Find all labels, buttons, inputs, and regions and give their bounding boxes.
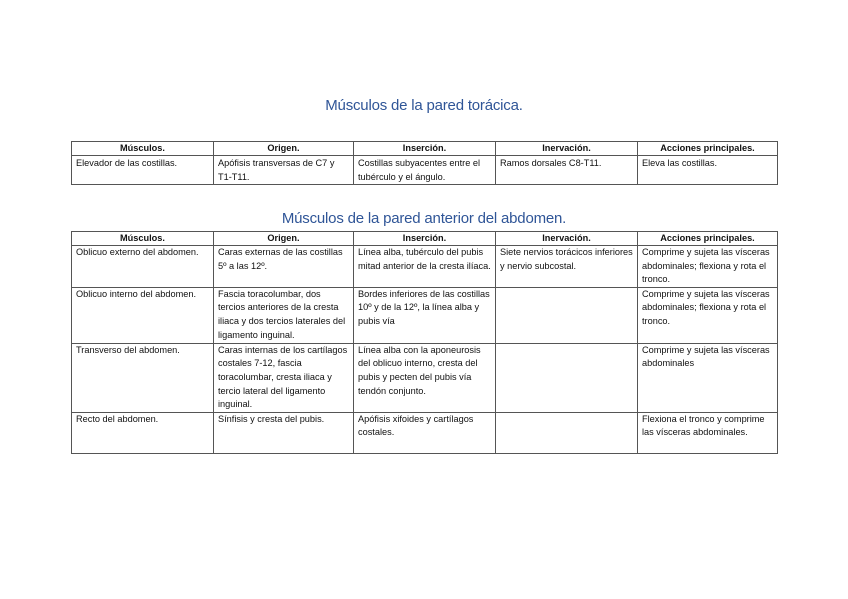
header-innervation: Inervación. xyxy=(496,142,638,156)
header-muscles: Músculos. xyxy=(72,232,214,246)
cell-innervation: Ramos dorsales C8-T11. xyxy=(496,156,638,185)
table-header-row xyxy=(72,142,778,156)
anterior-abdominal-wall-table xyxy=(71,231,778,454)
table-row xyxy=(72,156,778,185)
cell-innervation xyxy=(496,287,638,343)
cell-insertion: Costillas subyacentes entre el tubérculo y el ángulo. xyxy=(354,156,496,185)
table1-title: Músculos de la pared torácica. xyxy=(325,97,523,114)
cell-innervation xyxy=(496,343,638,412)
cell-actions: Comprime y sujeta las vísceras abdominales; flexiona y rota el tronco. xyxy=(638,287,778,343)
header-muscles: Músculos. xyxy=(72,142,214,156)
cell-insertion: Línea alba, tubérculo del pubis mitad anterior de la cresta ilíaca. xyxy=(354,246,496,288)
table-row xyxy=(72,287,778,343)
cell-actions: Eleva las costillas. xyxy=(638,156,778,185)
header-innervation: Inervación. xyxy=(496,232,638,246)
table-row xyxy=(72,343,778,412)
cell-origin: Fascia toracolumbar, dos tercios anteriores de la cresta iliaca y dos tercios laterales del ligamento inguinal. xyxy=(214,287,354,343)
table-row xyxy=(72,246,778,288)
cell-muscle: Oblicuo externo del abdomen. xyxy=(72,246,214,288)
cell-muscle: Elevador de las costillas. xyxy=(72,156,214,185)
cell-muscle: Transverso del abdomen. xyxy=(72,343,214,412)
header-insertion: Inserción. xyxy=(354,232,496,246)
cell-innervation xyxy=(496,412,638,453)
header-actions: Acciones principales. xyxy=(638,142,778,156)
cell-insertion: Apófisis xifoides y cartílagos costales. xyxy=(354,412,496,453)
cell-origin: Caras internas de los cartílagos costales 7-12, fascia toracolumbar, cresta iliaca y tercio lateral del ligamento inguinal. xyxy=(214,343,354,412)
cell-origin: Sínfisis y cresta del pubis. xyxy=(214,412,354,453)
header-insertion: Inserción. xyxy=(354,142,496,156)
cell-origin: Caras externas de las costillas 5º a las 12º. xyxy=(214,246,354,288)
cell-muscle: Oblicuo interno del abdomen. xyxy=(72,287,214,343)
cell-actions: Comprime y sujeta las vísceras abdominales xyxy=(638,343,778,412)
table-row xyxy=(72,412,778,453)
thoracic-wall-table xyxy=(71,141,778,185)
table2-title: Músculos de la pared anterior del abdomen. xyxy=(281,210,567,227)
header-actions: Acciones principales. xyxy=(638,232,778,246)
cell-innervation: Siete nervios torácicos inferiores y nervio subcostal. xyxy=(496,246,638,288)
header-origin: Origen. xyxy=(214,232,354,246)
cell-actions: Comprime y sujeta las vísceras abdominales; flexiona y rota el tronco. xyxy=(638,246,778,288)
header-origin: Origen. xyxy=(214,142,354,156)
table-header-row xyxy=(72,232,778,246)
cell-origin: Apófisis transversas de C7 y T1-T11. xyxy=(214,156,354,185)
cell-insertion: Línea alba con la aponeurosis del oblicuo interno, cresta del pubis y pecten del pubis vía tendón conjunto. xyxy=(354,343,496,412)
cell-actions: Flexiona el tronco y comprime las vísceras abdominales. xyxy=(638,412,778,453)
cell-insertion: Bordes inferiores de las costillas 10º y de la 12º, la línea alba y pubis vía xyxy=(354,287,496,343)
cell-muscle: Recto del abdomen. xyxy=(72,412,214,453)
